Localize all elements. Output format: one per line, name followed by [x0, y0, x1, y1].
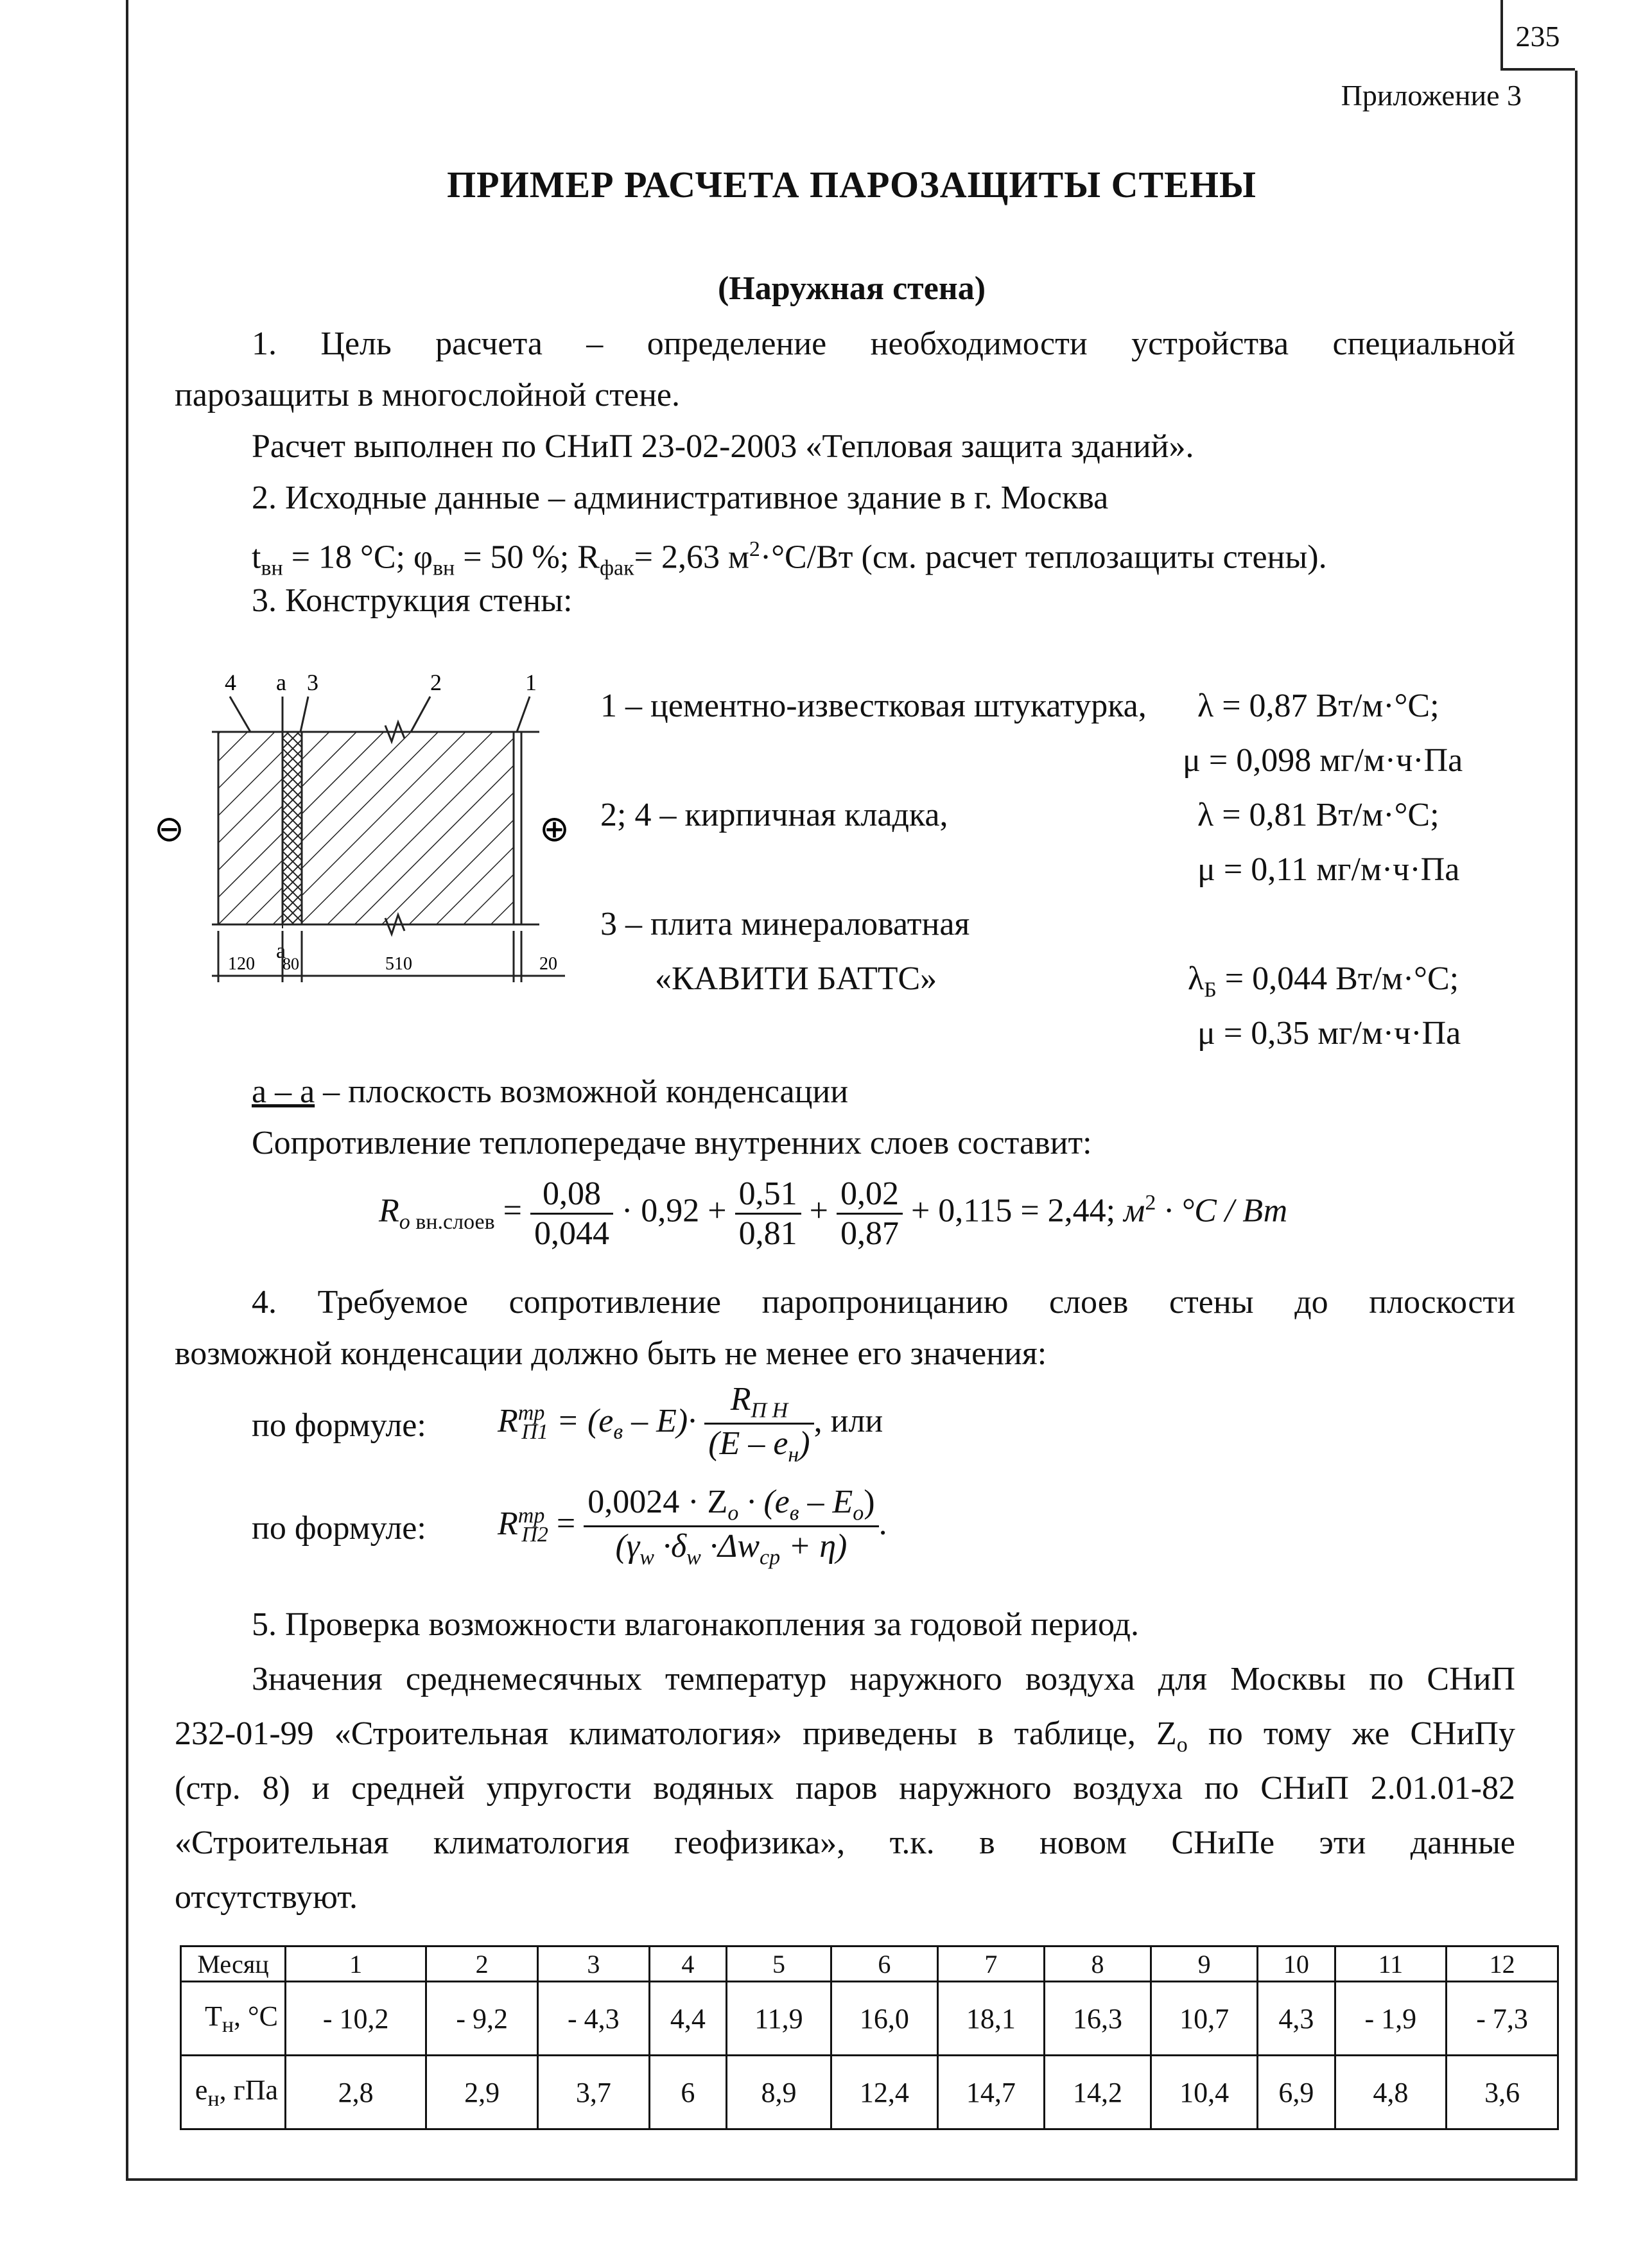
layer-3-mu: μ = 0,35 мг/м·ч·Па [1197, 1015, 1461, 1052]
initial-data: 2. Исходные данные – административное здание в г. Москва [252, 480, 1109, 516]
dim-120: 120 [228, 954, 255, 974]
month-cell: 4 [649, 1947, 726, 1982]
section-5-line-4: «Строительная климатология геофизика», т.к. в новом СНиПе эти данные [175, 1825, 1515, 1861]
page-subtitle: (Наружная стена) [717, 270, 986, 307]
vapor-pressure-cell: 4,8 [1335, 2056, 1447, 2129]
layer-2-name: 2; 4 – кирпичная кладка, [600, 797, 948, 833]
temperature-cell: 16,3 [1044, 1982, 1151, 2056]
formula-rp2: $R^{тр}_{П2}$ = $\frac{0,0024 \cdot Z_o \cdot (e_в - E_o)}{(\gamma_w \cdot\delta_w \cdot\Delta w_{ср} + \eta)}$ . [498, 1484, 887, 1570]
vapor-pressure-cell: 3,6 [1447, 2056, 1558, 2129]
condensation-plane-note: а – а – плоскость возможной конденсации [252, 1073, 849, 1110]
month-cell: 12 [1447, 1947, 1558, 1982]
month-cell: 8 [1044, 1947, 1151, 1982]
layer-1-name: 1 – цементно-известковая штукатурка, [600, 688, 1147, 724]
month-cell: 1 [286, 1947, 426, 1982]
layer-1-lambda: λ = 0,87 Вт/м·°С; [1197, 688, 1439, 724]
resistance-intro: Сопротивление теплопередаче внутренних слоев составит: [252, 1125, 1092, 1161]
row-label-temperature: $Т_н$, °С [181, 1982, 286, 2056]
formula-inner-resistance: $R_{o вн.слоев}$ = $\frac{0,08}{0,044}$ · 0,92 + $\frac{0,51}{0,81}$ + $\frac{0,02}{0,87}$ + 0,115 = 2,44; $м^2 \cdot ^\circ C$ / Вт [379, 1175, 1288, 1252]
month-cell: 9 [1151, 1947, 1258, 1982]
layer-2-mu: μ = 0,11 мг/м·ч·Па [1197, 851, 1460, 888]
section-4-line-2: возможной конденсации должно быть не менее его значения: [175, 1335, 1047, 1372]
month-cell: 2 [426, 1947, 538, 1982]
table-row-temperature [181, 1982, 1558, 2056]
layer-3-lambda: $\lambda_Б = 0,044$ Вт/м·°С; [1188, 960, 1459, 1002]
temperature-cell: 11,9 [727, 1982, 831, 2056]
label-layer-2: 2 [430, 670, 442, 695]
section-4-line-1: 4. Требуемое сопротивление паропроницанию слоев стены до плоскости [252, 1284, 1515, 1321]
row-label-vapor-pressure: $е_н$, гПа [181, 2056, 286, 2129]
formula-2-label: по формуле: [252, 1510, 426, 1547]
vapor-pressure-cell: 14,7 [937, 2056, 1044, 2129]
table-row-vapor-pressure [181, 2056, 1558, 2129]
label-a-top: а [276, 670, 286, 695]
label-a-bottom: а [276, 939, 286, 963]
month-cell: 3 [538, 1947, 650, 1982]
vapor-pressure-cell: 6,9 [1258, 2056, 1335, 2129]
temperature-cell: - 4,3 [538, 1982, 650, 2056]
temperature-cell: - 7,3 [1447, 1982, 1558, 2056]
goal-line-1: 1. Цель расчета – определение необходимости устройства специальной [252, 325, 1515, 362]
vapor-pressure-cell: 2,9 [426, 2056, 538, 2129]
climate-params: $t_{вн} = 18$ °С; $\varphi_{вн} = 50$ %; $R_{фак}= 2,63$ $м^2\cdot^\circ С/Вт$ (см. расчет теплозащиты стены). [252, 537, 1327, 580]
vapor-pressure-cell: 3,7 [538, 2056, 650, 2129]
temperature-cell: 10,7 [1151, 1982, 1258, 2056]
formula-rp1: $R^{тр}_{П1} = (e_в - E)\cdot$ $\frac{R_{П Н}}{(E - e_н)}$ , или [498, 1381, 883, 1467]
layer-3-name-1: 3 – плита минераловатная [600, 906, 970, 942]
dim-80: 80 [283, 955, 299, 973]
month-cell: 6 [831, 1947, 937, 1982]
appendix-label: Приложение 3 [1341, 79, 1522, 112]
wall-construction-heading: 3. Конструкция стены: [252, 582, 573, 619]
temperature-cell: 16,0 [831, 1982, 937, 2056]
vapor-pressure-cell: 2,8 [286, 2056, 426, 2129]
label-layer-3: 3 [307, 670, 318, 695]
vapor-pressure-cell: 6 [649, 2056, 726, 2129]
month-cell: 10 [1258, 1947, 1335, 1982]
page-frame-left [126, 0, 128, 2180]
page-number: 235 [1515, 20, 1560, 53]
section-5-line-3: (стр. 8) и средней упругости водяных паров наружного воздуха по СНиП 2.01.01-82 [175, 1770, 1515, 1807]
month-cell: 11 [1335, 1947, 1447, 1982]
formula-1-label: по формуле: [252, 1407, 426, 1444]
dim-20: 20 [539, 954, 557, 974]
vapor-pressure-cell: 12,4 [831, 2056, 937, 2129]
section-5-line-5: отсутствуют. [175, 1879, 358, 1916]
temperature-cell: 18,1 [937, 1982, 1044, 2056]
section-5-line-2: 232-01-99 «Строительная климатология» приведены в таблице, $Z_o$ по тому же СНиПу [175, 1715, 1515, 1757]
layer-2-lambda: λ = 0,81 Вт/м·°С; [1197, 797, 1439, 833]
page-frame-bottom [126, 2178, 1578, 2181]
inside-plus-sign: ⊕ [539, 808, 570, 850]
label-layer-1: 1 [525, 670, 537, 695]
page-frame-right [1575, 71, 1578, 2180]
goal-line-2: парозащиты в многослойной стене. [175, 377, 680, 413]
wall-section-diagram [154, 661, 591, 995]
dim-510: 510 [385, 954, 412, 974]
vapor-pressure-cell: 14,2 [1044, 2056, 1151, 2129]
temperature-cell: 4,4 [649, 1982, 726, 2056]
page-title: ПРИМЕР РАСЧЕТА ПАРОЗАЩИТЫ СТЕНЫ [447, 164, 1256, 205]
month-cell: 5 [727, 1947, 831, 1982]
snip-reference: Расчет выполнен по СНиП 23-02-2003 «Тепловая защита зданий». [252, 428, 1194, 465]
header-month-label: Месяц [181, 1947, 286, 1982]
temperature-cell: - 1,9 [1335, 1982, 1447, 2056]
layer-1-mu: μ = 0,098 мг/м·ч·Па [1183, 742, 1463, 779]
temperature-cell: - 9,2 [426, 1982, 538, 2056]
layer-3-name-2: «КАВИТИ БАТТС» [655, 960, 937, 997]
temperature-cell: 4,3 [1258, 1982, 1335, 2056]
climate-table [180, 1945, 1559, 2130]
vapor-pressure-cell: 8,9 [727, 2056, 831, 2129]
month-cell: 7 [937, 1947, 1044, 1982]
section-5-heading: 5. Проверка возможности влагонакопления за годовой период. [252, 1606, 1139, 1643]
temperature-cell: - 10,2 [286, 1982, 426, 2056]
vapor-pressure-cell: 10,4 [1151, 2056, 1258, 2129]
section-5-line-1: Значения среднемесячных температур наружного воздуха для Москвы по СНиП [252, 1661, 1515, 1697]
table-header-row [181, 1947, 1558, 1982]
label-layer-4: 4 [225, 670, 236, 695]
outside-minus-sign: ⊖ [154, 808, 184, 850]
